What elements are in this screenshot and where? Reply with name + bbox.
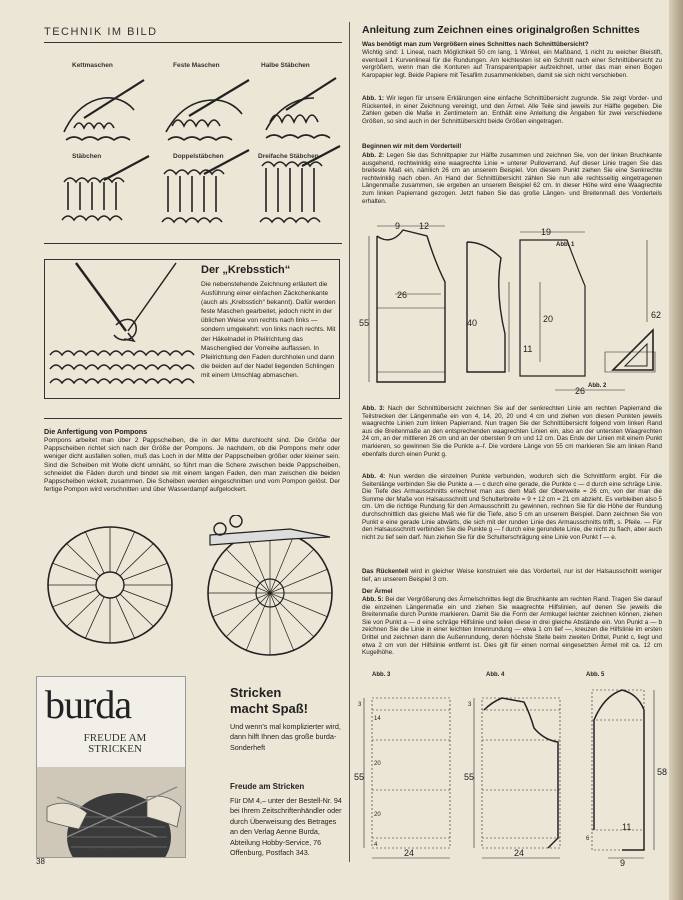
abb3-lead: Abb. 3: <box>362 405 385 412</box>
pompons-text: Pompons arbeitet man über 2 Pappscheiben, die in der Mitte durchlocht sind. Die Größe der Pappscheiben richtet sich nach der Größe der Pompons. Je nachdem, ob die Pompons mehr oder weniger dicht ausfallen sollen, muß das Loch in der Mitte der Pappscheiben größer oder kleiner sein. Sind die Scheiben mit Wolle dicht umnäht, so führt man die Schere zwischen beide Pappscheiben, schneidet die Fäden durch und bindet sie mit einem langen Faden, den man zwischen die beiden Pappscheiben wickelt, zusammen. Die Scheiben werden eingeschnitten und vom Pompon gelöst. Der fertige Pompon wird verschnitten und über Wasserdampf aufgelockert. <box>44 437 340 494</box>
dim-12: 12 <box>419 222 430 231</box>
krebsstich-text: Die nebenstehende Zeichnung erläutert die Ausführung einer einfachen Zäckchenkante (auch als „Krebsstich“ bekannt). Dafür werden feste Maschen gearbeitet, jedoch nicht in der üblichen Weise von rechts nach links — sondern umgekehrt: von links nach rechts. Mit der Häkelnadel in Pfeilrichtung das Maschenglied der Vorreihe auffassen. In Pfeilrichtung den Faden durchholen und dann die beiden auf der Nadel liegenden Schlingen mit einem Umschlag abmaschen. <box>201 281 336 379</box>
abb4-paragraph <box>362 473 662 541</box>
krebsstich-illustration <box>46 261 196 397</box>
abb5-paragraph <box>362 596 662 657</box>
dim-6-abb5: 6 <box>586 836 590 842</box>
page-edge <box>669 0 683 900</box>
stitch-label-feste-maschen: Feste Maschen <box>173 62 220 69</box>
fig-label-abb5: Abb. 5 <box>586 672 605 678</box>
ad-order-text: Für DM 4,– unter der Bestell-Nr. 94 bei Ihrem Zeitschriftenhändler oder durch Überweisung des Betrages an den Verlag Aenne Burda, Abteilung Hobby-Service, 76 Offenburg, Postfach 343. <box>230 796 342 858</box>
article-title: Anleitung zum Zeichnen eines originalgroßen Schnittes <box>362 24 640 36</box>
stitch-illustrations <box>44 70 344 235</box>
pompon-illustration <box>40 515 340 660</box>
abb5-lead: Abb. 5: <box>362 596 384 603</box>
abb3-text: Nach der Schnittübersicht zeichnen Sie auf der senkrechten Linie am rechten Papierrand die Teilstrecken der Längenmaße ein von 4, 14, 20, 20 und 4 cm und ziehen von diesen Punkten jeweils waagrechte Linien zum linken Papierrand. Nun tragen Sie der Schnittübersicht folgend vom linken Rand aus die Breitenmaße an den entsprechenden waagrechten Linien ein, also an der untersten Waagrechten 24 cm, an der mittleren 26 cm und an der obersten 9 cm und 12 cm. Das Ende der Linien mit einem Punkt markieren, so gewinnen Sie die Punkte a–f. Die vordere Länge von 55 cm markieren Sie am linken Rand ebenfalls durch einen Punkt g. <box>362 405 662 458</box>
krebsstich-title: Der „Krebsstich“ <box>201 264 291 276</box>
burda-cover-image <box>36 676 186 858</box>
dim-24-abb3: 24 <box>404 848 415 858</box>
ad-headline <box>230 685 308 717</box>
dim-62: 62 <box>651 310 662 320</box>
ad-headline-line-2: macht Spaß! <box>230 701 309 716</box>
figure-1-2 <box>355 222 673 402</box>
column-divider <box>349 22 350 862</box>
abb2-text: Legen Sie das Schnittpapier zur Hälfte zusammen und zeichnen Sie, von der linken Bruchkante ausgehend, rechtwinklig eine waagrechte Linie = unterer Pulloverrand. Auf dieser Linie tragen Sie das breiteste Maß ein, nämlich 26 cm an unserem Beispiel. Von diesem Punkt ziehen Sie eine Senkrechte rechtwinklig nach oben. An Hand der Schnittübersicht zählen Sie nun alle rechtsseitig eingetragenen Längenmaße zusammen, sie ergeben an unserem Beispiel 62 cm. In dieser Höhe wird eine Waagrechte zum linken Papierrand gezogen. Jetzt haben Sie das große Längen- und Breitenmaß des Vorderteils erhalten. <box>362 152 662 205</box>
dim-55: 55 <box>359 318 370 328</box>
dim-3-abb3: 3 <box>358 702 362 708</box>
abb4-lead: Abb. 4: <box>362 473 386 480</box>
dim-20: 20 <box>543 314 554 324</box>
abb2-paragraph <box>362 152 662 205</box>
front-heading: Beginnen wir mit dem Vorderteil! <box>362 143 462 150</box>
title-rule <box>44 42 342 43</box>
stitch-section-rule <box>44 243 342 244</box>
stitch-label-halbe-staebchen: Halbe Stäbchen <box>261 62 310 69</box>
dim-3-abb4: 3 <box>468 702 472 708</box>
dim-20b-abb3: 20 <box>374 812 381 818</box>
abb3-paragraph <box>362 405 662 458</box>
figure-3-4-5 <box>352 680 670 866</box>
dim-19: 19 <box>541 227 552 237</box>
dim-4-abb3: 4 <box>374 842 378 848</box>
dim-14-abb3: 14 <box>374 716 381 722</box>
dim-20a-abb3: 20 <box>374 761 381 767</box>
page-number: 38 <box>36 857 45 866</box>
dim-55-abb3: 55 <box>354 772 365 782</box>
section-title: TECHNIK IM BILD <box>44 26 158 38</box>
fig-label-abb3: Abb. 3 <box>372 672 391 678</box>
fig-label-abb1: Abb. 1 <box>556 242 575 248</box>
stitch-label-dreifache-staebchen: Dreifache Stäbchen <box>258 153 319 160</box>
dim-26-back: 26 <box>575 386 586 396</box>
burda-cover-title <box>57 733 173 755</box>
abb1-text: Wir legen für unsere Erklärungen eine einfache Schnittübersicht zugrunde. Sie zeigt Vorder- und Rückenteil, in einer Zeichnung vereinigt, und den Ärmel. Alle Teile sind jeweils zur Hälfte gegeben. Die Zahlen geben die Maße in Zentimetern an. Enthält eine Anleitung die Angaben für zwei verschiedene Größen, so sind auch in der Schnittübersicht beide Größen eingetragen. <box>362 95 663 125</box>
burda-logo: burda <box>45 682 132 727</box>
dim-55-abb4: 55 <box>464 772 475 782</box>
cover-line-1: FREUDE AM <box>83 732 147 744</box>
ad-subhead: Freude am Stricken <box>230 782 305 791</box>
fig-label-abb4: Abb. 4 <box>486 672 505 678</box>
abb2-lead: Abb. 2: <box>362 152 385 159</box>
krebsstich-section-rule <box>44 418 342 419</box>
knitting-photo <box>37 767 185 857</box>
stitch-label-kettmaschen: Kettmaschen <box>72 62 113 69</box>
needed-heading: Was benötigt man zum Vergrößern eines Schnittes nach Schnittübersicht? <box>362 41 589 48</box>
dim-11: 11 <box>523 344 533 354</box>
needed-text: Wichtig sind: 1 Lineal, nach Möglichkeit 50 cm lang, 1 Winkel, ein Maßband, 1 nicht zu weicher Bleistift, eventuell 1 Kurvenlineal für die Rundungen. Am leichtesten ist ein Schnitt nach einer Schnittübersicht zu vergrößern, wenn man die Konturen auf Transparentpapier aufzeichnet, unter das man einen Bogen Karopapier legt. Beide Papiere mit Tesafilm zusammenkleben, damit sie sich nicht verschieben. <box>362 49 662 79</box>
dim-58: 58 <box>657 767 668 777</box>
dim-24-abb4: 24 <box>514 848 525 858</box>
back-text: wird in gleicher Weise konstruiert wie das Vorderteil, nur ist der Halsausschnitt weniger tief, an unserem Beispiel 3 cm. <box>362 568 662 583</box>
dim-40: 40 <box>467 318 478 328</box>
back-heading: Das Rückenteil <box>362 568 408 575</box>
dim-9: 9 <box>395 222 401 231</box>
stitch-label-staebchen: Stäbchen <box>72 153 102 160</box>
fig-label-abb2: Abb. 2 <box>588 383 607 389</box>
cover-caption: Burda-Sonderheft Nr. 94 · DM 4,– <box>87 847 140 851</box>
back-paragraph <box>362 568 662 583</box>
abb5-text: Bei der Vergrößerung des Ärmelschnittes liegt die Bruchkante am rechten Rand. Tragen Sie darauf die einzelnen Längenmaße ein und ziehen Sie waagrechte Hilfslinien, auf denen Sie jeweils die Breitenmaße durch Punkte markieren. Damit Sie die Form der Armkugel leichter zeichnen können, ziehen Sie von Punkt a — d eine schräge Hilfslinie und teilen diese in drei gleiche Abstände ein. Von Punkt a — b zeichnen Sie die Linie in einer leichten Innenrundung — etwa 1 cm tief —, kreuzen die Hilfslinie im ersten Drittel und zeichnen dann die Außenrundung, deren höchste Stelle beim zweiten Drittel, Punkt c, liegt und etwa 2 cm von der Hilfslinie entfernt ist. Dies gilt für einen normal eingesetzten Ärmel mit ca. 12 cm Kugelhöhe. <box>362 596 662 657</box>
pompons-title: Die Anfertigung von Pompons <box>44 427 148 436</box>
ad-text: Und wenn's mal komplizierter wird, dann hilft Ihnen das große burda-Sonderheft <box>230 722 341 752</box>
dim-26-front: 26 <box>397 290 408 300</box>
cover-line-2: STRICKEN <box>88 743 142 755</box>
sleeve-heading: Der Ärmel <box>362 588 393 595</box>
abb1-paragraph <box>362 95 662 125</box>
dim-11-abb5: 11 <box>622 822 632 832</box>
dim-9-abb5: 9 <box>620 858 626 866</box>
ad-headline-line-1: Stricken <box>230 685 282 700</box>
abb1-lead: Abb. 1: <box>362 95 384 102</box>
abb4-text: Nun werden die einzelnen Punkte verbunden, wodurch sich die Schnittform ergibt. Für die Seitenlänge verbinden Sie die Punkte a — c durch eine gerade, die Punkte c — d durch eine schräge Linie. Die Tiefe des Armausschnitts errechnet man aus dem Maß der Oberweite = 26 cm, von der man die Summe der Maße von Halsausschnitt und Schulterbreite = 9 + 12 cm = 21 cm abzieht. Es verbleiben also 5 cm. Um die richtige Rundung für den Armausschnitt zu gewinnen, rechnen Sie für die Höhe der Rundung durchschnittlich das gleiche Maß wie für die Tiefe, also 5 cm an unserem Beispiel. Dann zeichnen Sie von Punkt e eine gerade Linie abwärts, die sich mit der runden Linie des Armausschnitts trifft, s. Pfeile. — Für den Halsausschnitt verbinden Sie die Punkte g — f durch eine gerundete Linie, die nicht zu flach, aber auch nicht zu tief sein darf. Nun ziehen Sie für die Schulterschrägung eine Linie von Punkt f — e. <box>362 473 662 541</box>
stitch-label-doppelstaebchen: Doppelstäbchen <box>173 153 224 160</box>
